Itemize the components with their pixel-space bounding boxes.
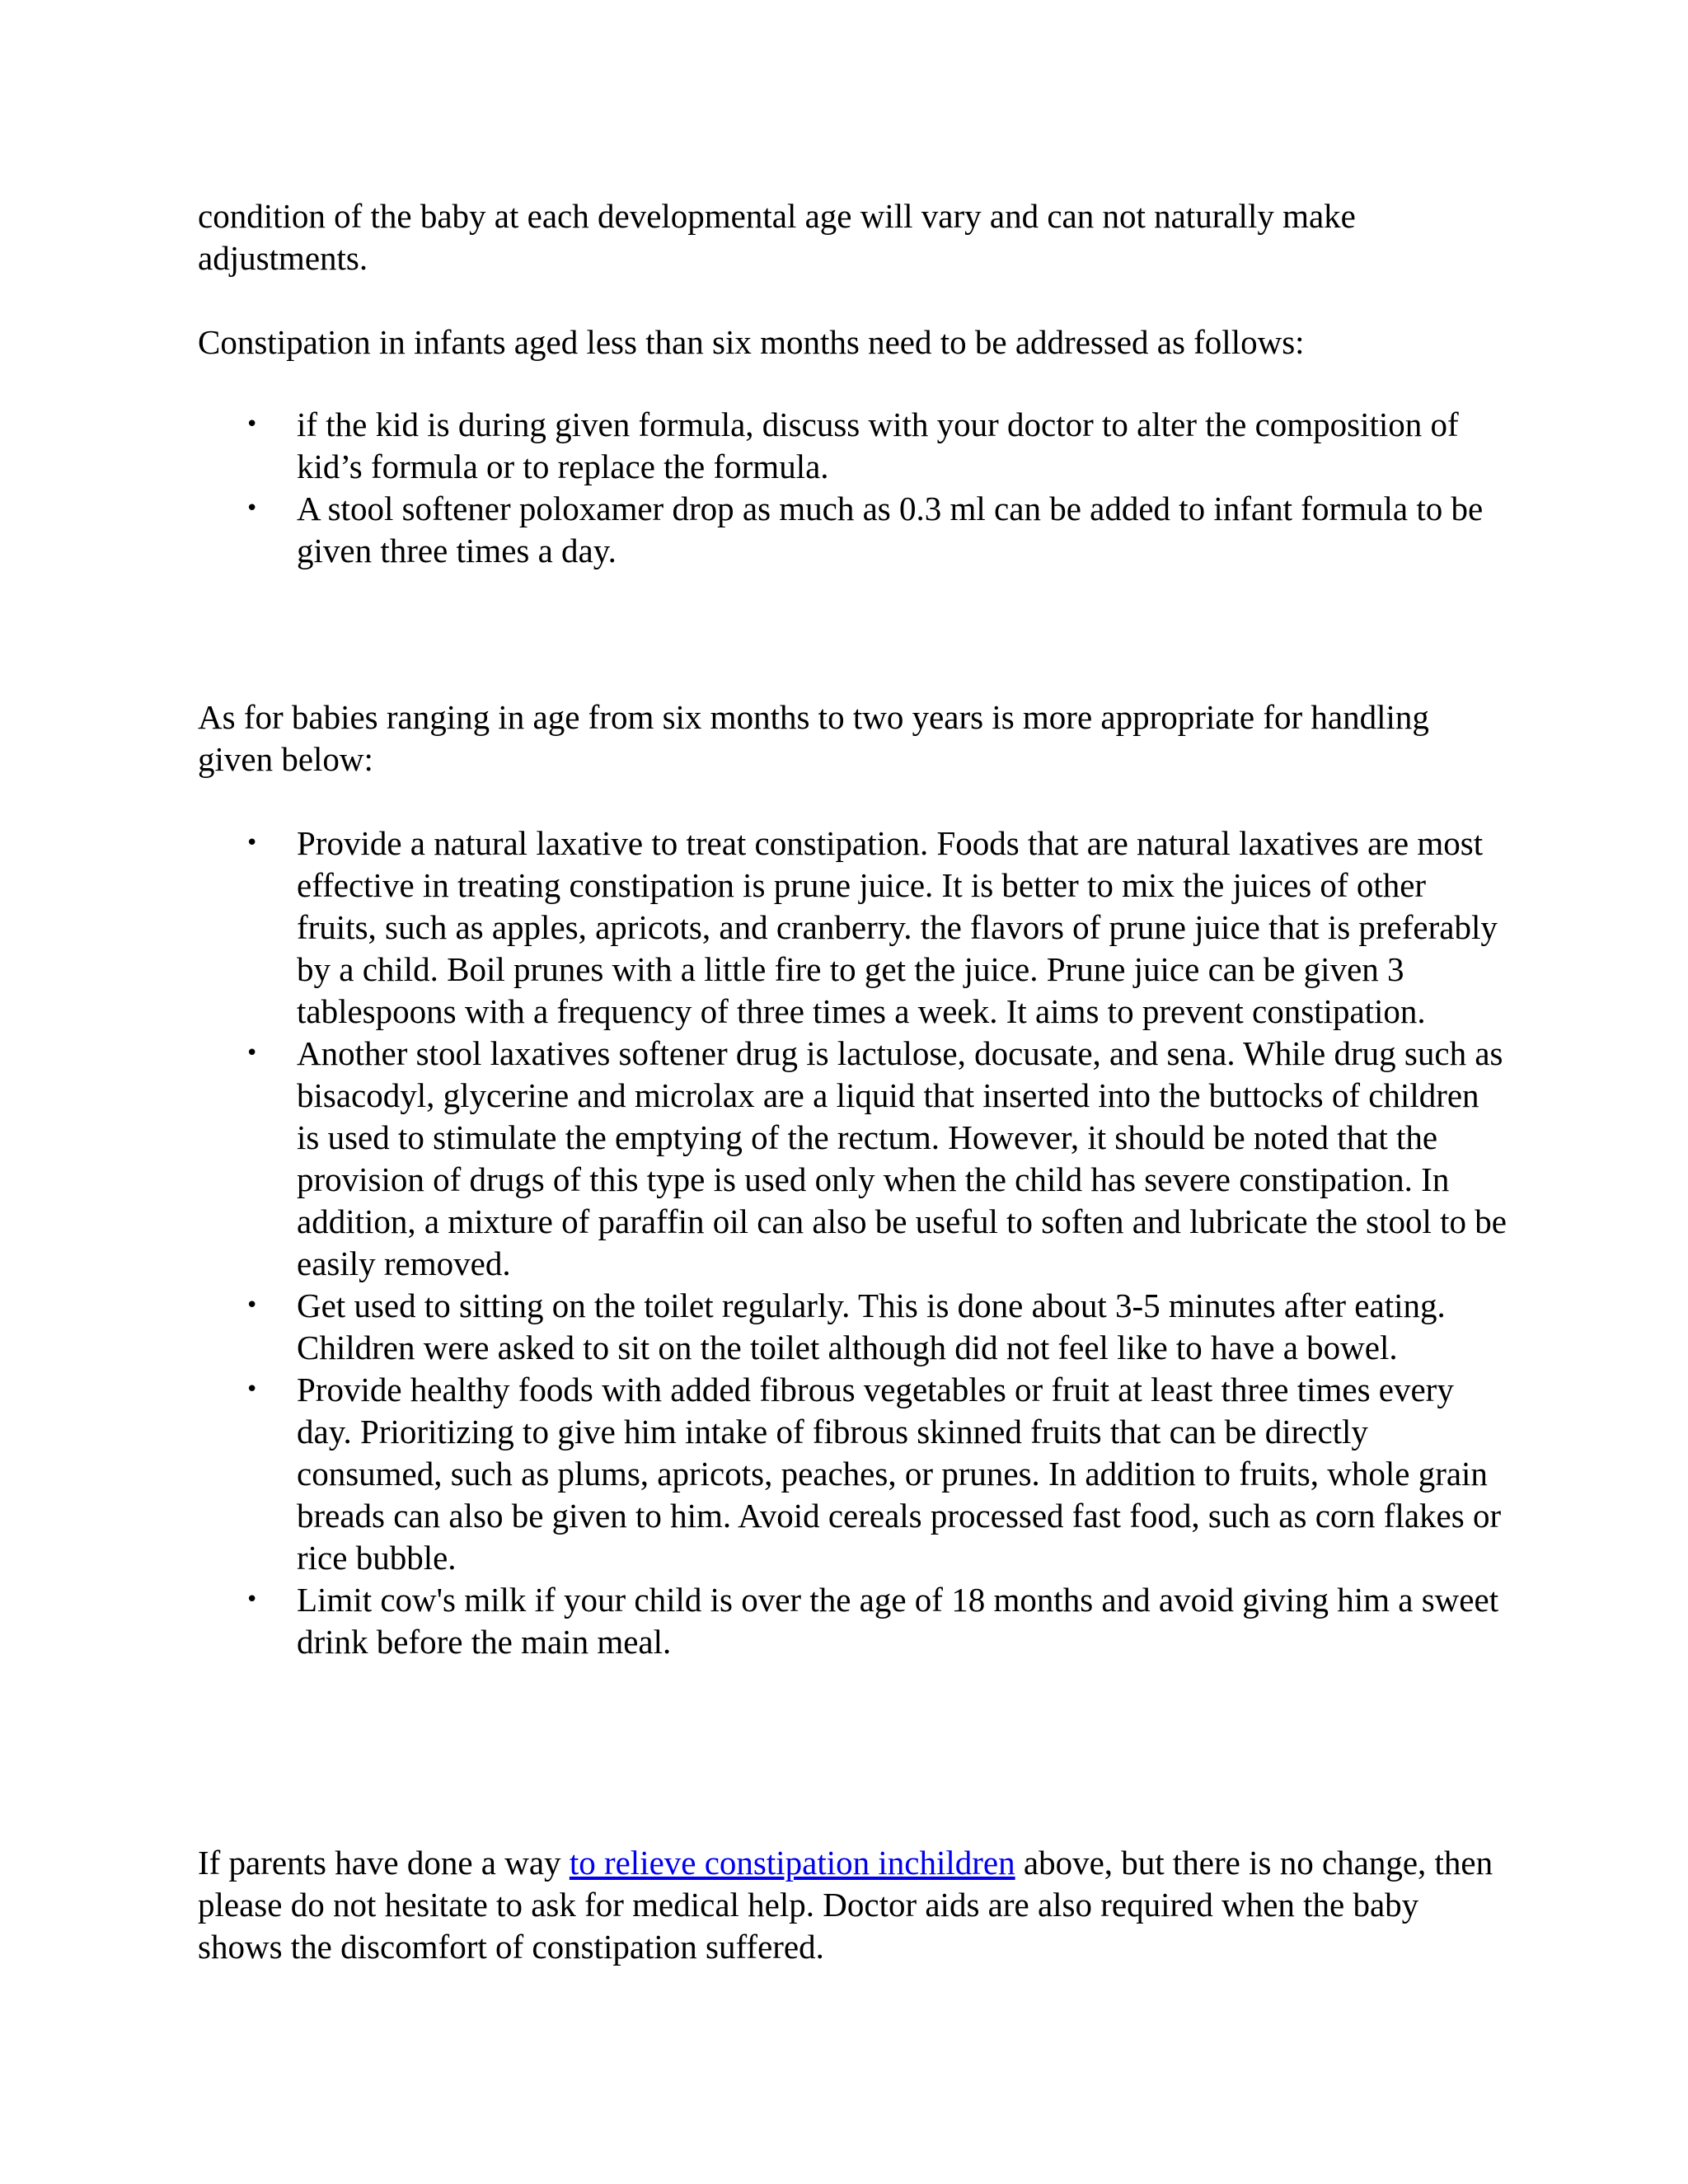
- list-item-text: Provide healthy foods with added fibrous vegetables or fruit at least three times every day. Prioritizing to give him intake of fibrous skinned fruits that can be directly consumed, such as plums, apricots, peaches, or prunes. In addition to fruits, whole grain breads can also be given to him. Avoid cereals processed fast food, such as corn flakes or rice bubble.: [297, 1371, 1502, 1577]
- infants-list: [198, 404, 1508, 572]
- list-item-text: Another stool laxatives softener drug is lactulose, docusate, and sena. While drug such as bisacodyl, glycerine and microlax are a liquid that inserted into the buttocks of children is used to stimulate the emptying of the rectum. However, it should be noted that the provision of drugs of this type is used only when the child has severe constipation. In addition, a mixture of paraffin oil can also be useful to soften and lubricate the stool to be easily removed.: [297, 1034, 1507, 1282]
- closing-paragraph: [198, 1842, 1508, 1968]
- list-item-text: Limit cow's milk if your child is over the age of 18 months and avoid giving him a sweet drink before the main meal.: [297, 1581, 1499, 1661]
- closing-text-before: If parents have done a way: [198, 1844, 570, 1882]
- list-item: [198, 1579, 1508, 1663]
- list-item: [198, 1369, 1508, 1579]
- relieve-constipation-link[interactable]: to relieve constipation inchildren: [569, 1844, 1015, 1882]
- closing-text-after: above, but there is no change, then please do not hesitate to ask for medical help. Doctor aids are also required when the baby shows the discomfort of constipation suffered.: [198, 1844, 1493, 1966]
- infants-heading: Constipation in infants aged less than six months need to be addressed as follows:: [198, 323, 1305, 361]
- list-item-text: Provide a natural laxative to treat constipation. Foods that are natural laxatives are most effective in treating constipation is prune juice. It is better to mix the juices of other fruits, such as apples, apricots, and cranberry. the flavors of prune juice that is preferably by a child. Boil prunes with a little fire to get the juice. Prune juice can be given 3 tablespoons with a frequency of three times a week. It aims to prevent constipation.: [297, 824, 1498, 1030]
- older-heading: As for babies ranging in age from six months to two years is more appropriate for handling given below:: [198, 698, 1429, 778]
- list-item: [198, 823, 1508, 1033]
- list-item: [198, 1033, 1508, 1285]
- bullet-icon: •: [246, 1293, 259, 1318]
- list-item-text: Get used to sitting on the toilet regularly. This is done about 3-5 minutes after eating. Children were asked to sit on the toilet although did not feel like to have a bowel.: [297, 1286, 1446, 1366]
- list-item: [198, 1285, 1508, 1369]
- bullet-icon: •: [246, 1377, 259, 1402]
- bullet-icon: •: [246, 496, 259, 521]
- bullet-icon: •: [246, 1587, 259, 1612]
- bullet-icon: •: [246, 412, 259, 437]
- list-item-text: A stool softener poloxamer drop as much as 0.3 ml can be added to infant formula to be given three times a day.: [297, 490, 1484, 569]
- list-item: [198, 488, 1508, 572]
- bullet-icon: •: [246, 831, 259, 855]
- list-item: [198, 404, 1508, 488]
- list-item-text: if the kid is during given formula, discuss with your doctor to alter the composition of kid’s formula or to replace the formula.: [297, 405, 1459, 485]
- bullet-icon: •: [246, 1041, 259, 1066]
- intro-paragraph: condition of the baby at each developmental age will vary and can not naturally make adjustments.: [198, 197, 1356, 277]
- older-list: [198, 823, 1508, 1663]
